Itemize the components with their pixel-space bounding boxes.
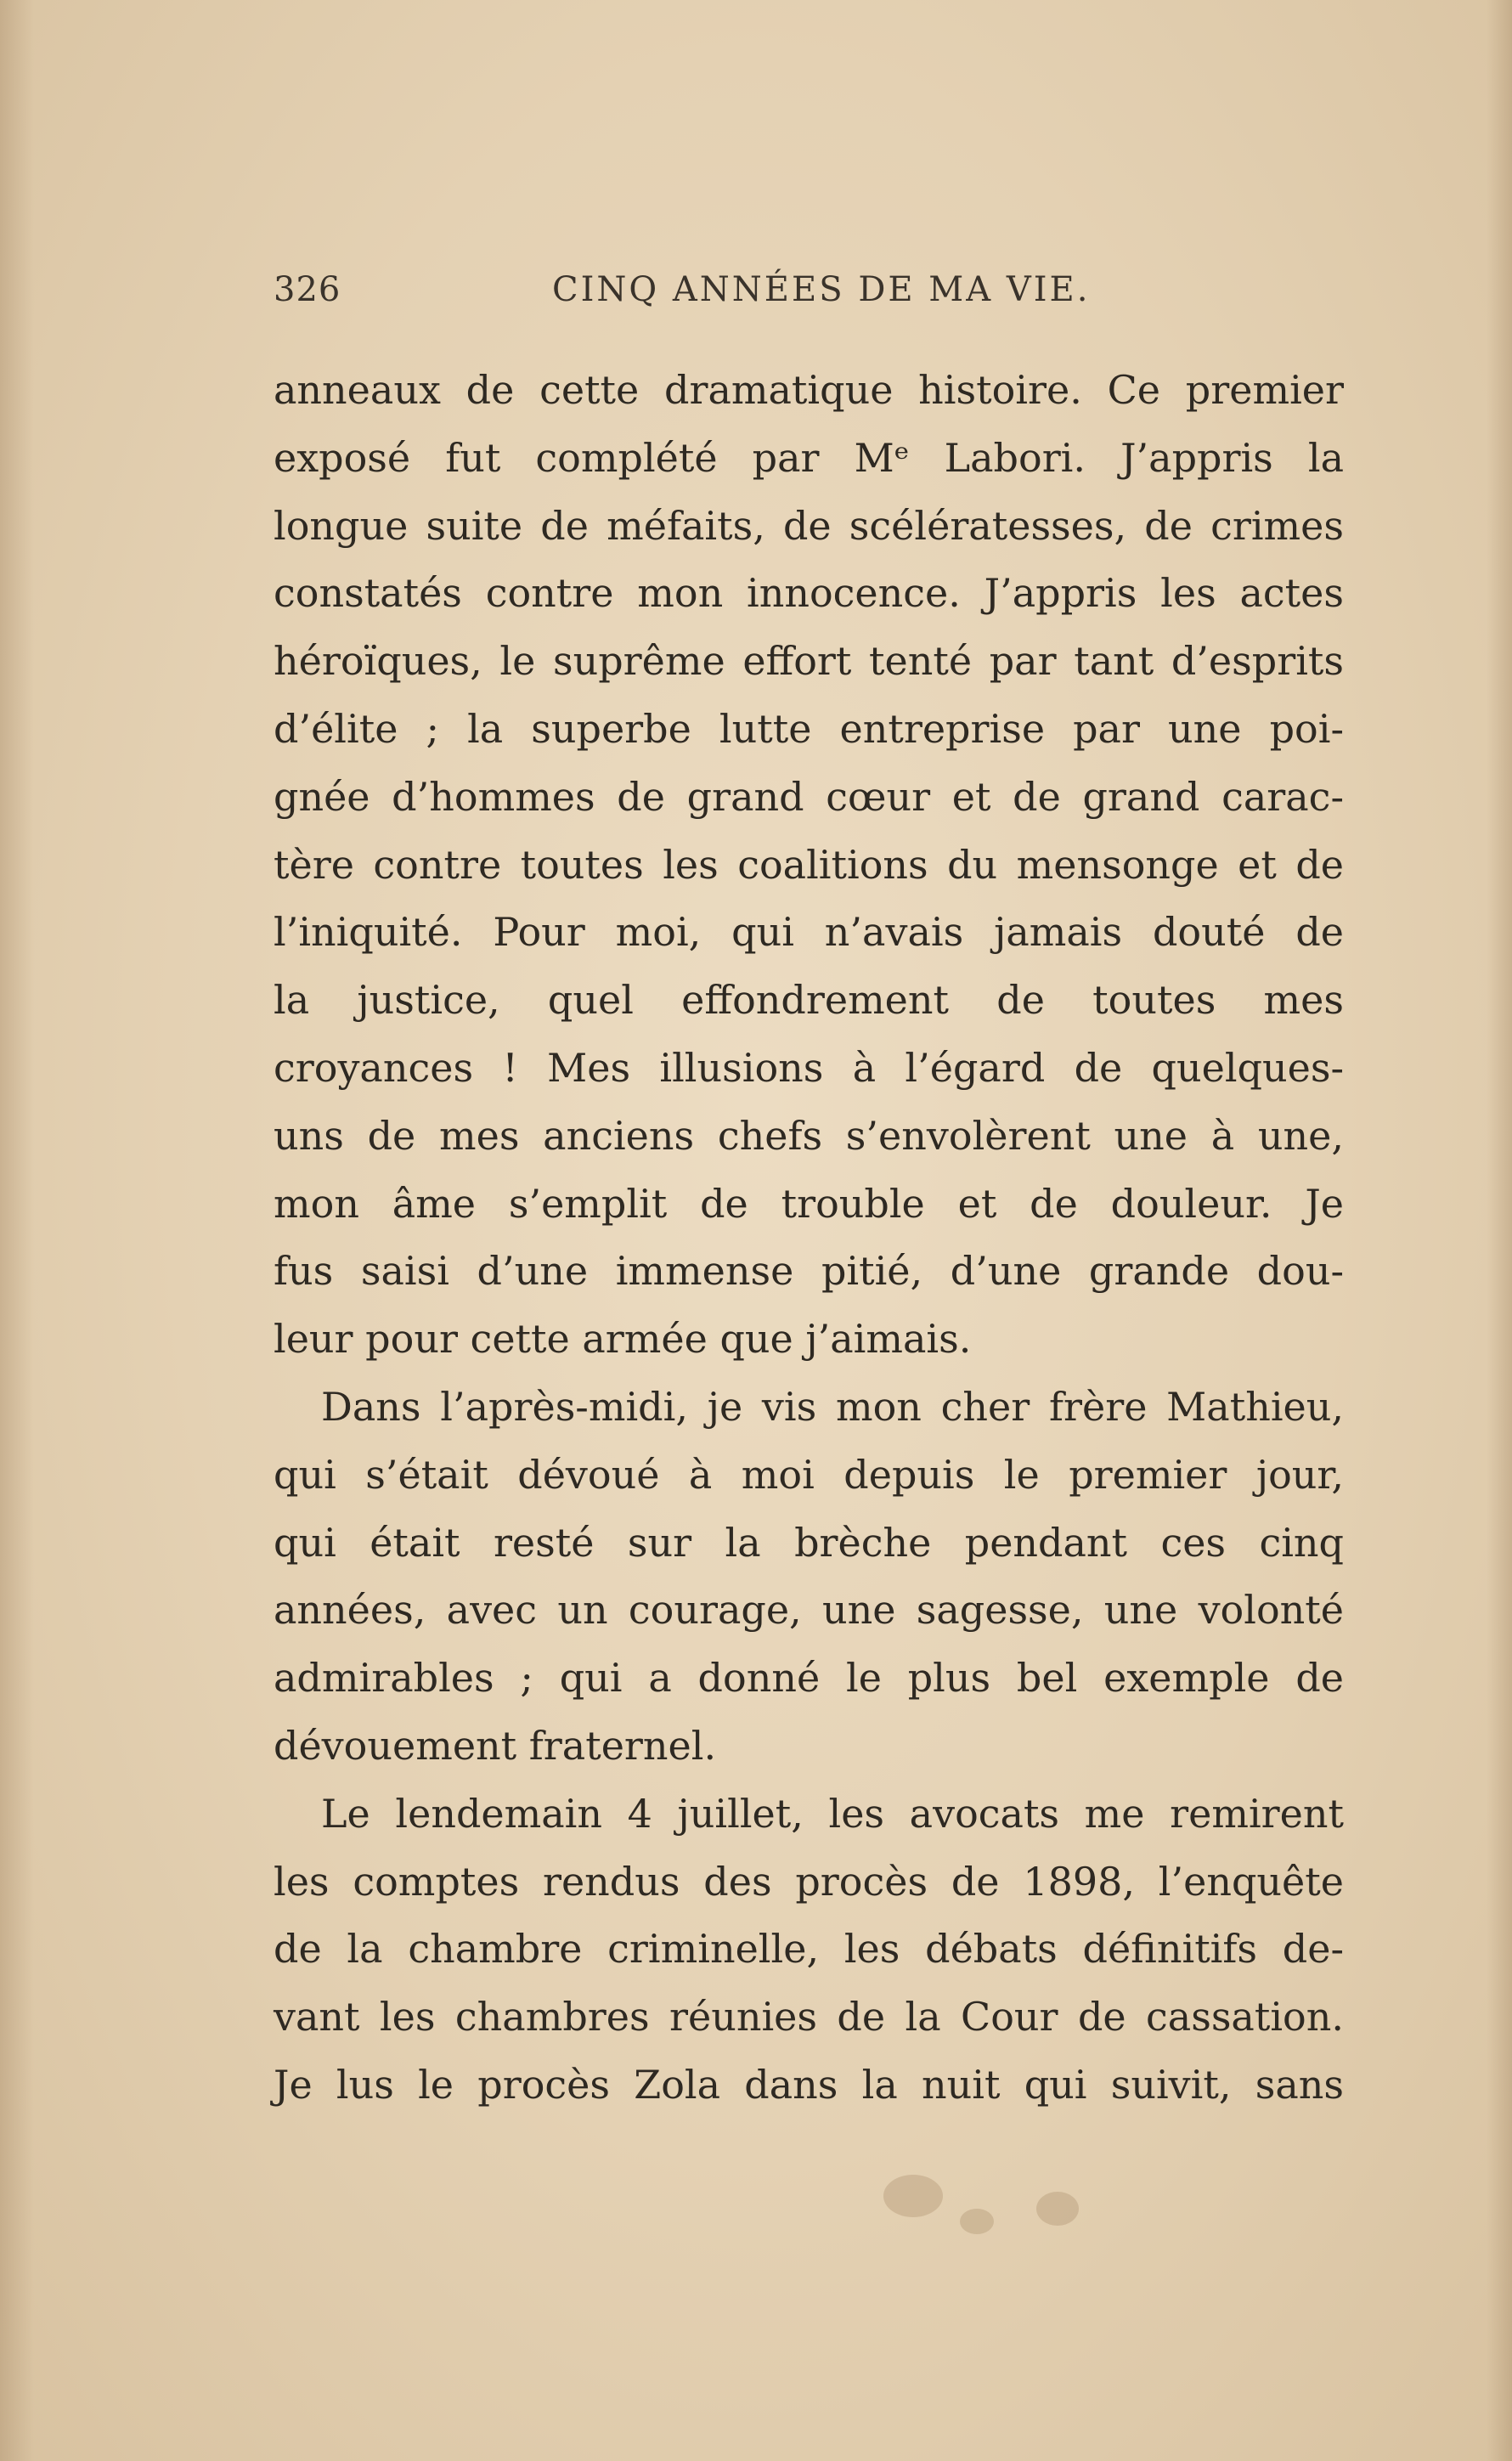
text-line: de la chambre criminelle, les débats définitifs de- [274,1926,1344,1973]
text-line: héroïques, le suprême effort tenté par tant d’esprits [274,638,1344,685]
text-line: mon âme s’emplit de trouble et de douleur. Je [274,1180,1344,1227]
paper-stain [1036,2192,1079,2226]
text-line: l’iniquité. Pour moi, qui n’avais jamais douté de [274,909,1344,956]
paper-stain [960,2209,994,2234]
text-line: qui s’était dévoué à moi depuis le premier jour, [274,1451,1344,1498]
paper-stain [883,2175,943,2217]
page-number: 326 [274,270,341,309]
paragraph-first-line: Dans l’après-midi, je vis mon cher frère Mathieu, [321,1383,1344,1430]
page-edge-shadow-right [1487,0,1512,2461]
text-line: les comptes rendus des procès de 1898, l’enquête [274,1858,1344,1905]
page-edge-shadow-left [0,0,34,2461]
text-line: longue suite de méfaits, de scélératesses, de crimes [274,502,1344,549]
text-line: années, avec un courage, une sagesse, une volonté [274,1587,1344,1634]
text-line: admirables ; qui a donné le plus bel exemple de [274,1655,1344,1702]
text-line: anneaux de cette dramatique histoire. Ce premier [274,367,1344,413]
text-line: croyances ! Mes illusions à l’égard de quelques- [274,1044,1344,1091]
text-line: uns de mes anciens chefs s’envolèrent une à une, [274,1112,1344,1159]
text-line: la justice, quel effondrement de toutes mes [274,977,1344,1024]
text-line: dévouement fraternel. [274,1722,717,1769]
text-line: fus saisi d’une immense pitié, d’une grande dou- [274,1248,1344,1295]
running-header [274,270,1259,321]
text-line: gnée d’hommes de grand cœur et de grand carac- [274,773,1344,820]
text-line: constatés contre mon innocence. J’appris les actes [274,570,1344,617]
text-line: vant les chambres réunies de la Cour de cassation. [274,1994,1344,2040]
text-line: Je lus le procès Zola dans la nuit qui suivit, sans [274,2061,1344,2108]
text-line: exposé fut complété par Mᵉ Labori. J’appris la [274,434,1344,481]
text-line: qui était resté sur la brèche pendant ces cinq [274,1519,1344,1566]
text-line: d’élite ; la superbe lutte entreprise par une poi- [274,705,1344,752]
text-line: leur pour cette armée que j’aimais. [274,1316,972,1363]
body-text [274,357,1344,2120]
running-title: CINQ ANNÉES DE MA VIE. [552,270,1091,309]
text-line: tère contre toutes les coalitions du mensonge et de [274,841,1344,888]
paragraph-first-line: Le lendemain 4 juillet, les avocats me remirent [321,1790,1344,1837]
